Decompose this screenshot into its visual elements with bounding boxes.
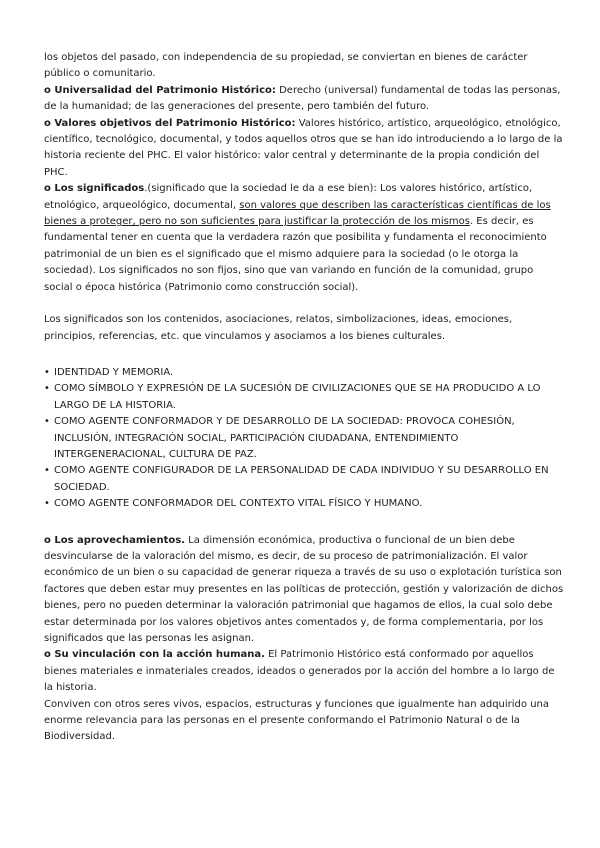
bullet-list [44, 365, 564, 513]
significados-definition: Los significados son los contenidos, asociaciones, relatos, simbolizaciones, ideas, emociones, principios, referencias, etc. que vinculamos y asociamos a los bienes culturales. [44, 314, 513, 342]
significados-underlined: son valores que describen las características científicas de los bienes a proteger, pero no son suficientes para justificar la protección de los mismos [44, 199, 551, 228]
valores-text: Valores histórico, artístico, arqueológico, etnológico, científico, tecnológico, documental, y todos aquellos otros que se han ido introduciendo a lo largo de la historia reciente del PHC. El valor histórico: valor central y determinante de la propia condición del PHC. [44, 117, 563, 178]
significados-text-1: .(significado que la sociedad le da a ese bien): Los valores histórico, artístico, etnológico, arqueológico, documental, [44, 183, 533, 211]
list-item [44, 365, 564, 381]
spacer [44, 345, 564, 365]
list-item [44, 496, 564, 512]
list-item-text: • COMO SÍMBOLO Y EXPRESIÓN DE LA SUCESIÓN DE CIVILIZACIONES QUE SE HA PRODUCIDO A LO LARGO DE LA HISTORIA. [54, 383, 541, 411]
convive-paragraph: Conviven con otros seres vivos, espacios, estructuras y funciones que igualmente han adquirido una enorme relevancia para las personas en el presente conformando el Patrimonio Natural o de la Biodiversidad. [44, 698, 549, 743]
vinculacion-heading: o Su vinculación con la acción humana. [44, 649, 265, 661]
valores-paragraph [44, 116, 564, 182]
text-column [44, 50, 564, 746]
significados-text-2: . Es decir, es fundamental tener en cuenta que la verdadera razón que posibilita y fundamenta el reconocimiento patrimonial de un bien es el significado que el mismo adquiere para la sociedad (o le otorga la sociedad). Los significados no son fijos, sino que van variando en función de la comunidad, grupo social o época histórica (Patrimonio como construcción social). [44, 216, 547, 293]
significados-paragraph [44, 181, 564, 296]
aprovechamientos-text: La dimensión económica, productiva o funcional de un bien debe desvincularse de la valoración del mismo, es decir, de su proceso de patrimonialización. El valor económico de un bien o su capacidad de generar riqueza a través de su uso o explotación turística son factores que deben estar muy presentes en las políticas de protección, gestión y valorización de dichos bienes, pero no pueden determinar la valoración patrimonial que hagamos de ellos, la cual solo debe estar determinada por los valores objetivos antes comentados y, de forma complementaria, por los significados que las personas les asignan. [44, 534, 564, 644]
vinculacion-text: El Patrimonio Histórico está conformado por aquellos bienes materiales e inmateriales creados, ideados o generados por la acción del hombre a lo largo de la historia. [44, 649, 555, 694]
significados-heading: o Los significados [44, 183, 145, 195]
universalidad-text: Derecho (universal) fundamental de todas las personas, de la humanidad; de las generaciones del presente, pero también del futuro. [44, 84, 561, 113]
list-item-text: • COMO AGENTE CONFORMADOR DEL CONTEXTO VITAL FÍSICO Y HUMANO. [54, 498, 423, 510]
universalidad-heading: o Universalidad del Patrimonio Histórico: [44, 84, 276, 96]
intro-paragraph: los objetos del pasado, con independencia de su propiedad, se conviertan en bienes de carácter público o comunitario. [44, 52, 528, 80]
spacer [44, 296, 564, 312]
universalidad-paragraph [44, 83, 564, 116]
list-item-text: • IDENTIDAD Y MEMORIA. [54, 366, 174, 378]
list-item-text: • COMO AGENTE CONFORMADOR Y DE DESARROLLO DE LA SOCIEDAD: PROVOCA COHESIÓN, INCLUSIÓN, INTEGRACIÓN SOCIAL, PARTICIPACIÓN CIUDADANA, ENTENDIMIENTO INTERGENERACIONAL, CULTURA DE PAZ. [54, 416, 515, 460]
spacer [44, 513, 564, 533]
list-item [44, 463, 564, 496]
vinculacion-paragraph [44, 647, 564, 696]
list-item [44, 414, 564, 463]
list-item [44, 381, 564, 414]
list-item-text: • COMO AGENTE CONFIGURADOR DE LA PERSONALIDAD DE CADA INDIVIDUO Y SU DESARROLLO EN SOCIEDAD. [54, 465, 549, 493]
valores-heading: o Valores objetivos del Patrimonio Histórico: [44, 117, 296, 129]
aprovechamientos-heading: o Los aprovechamientos. [44, 534, 185, 546]
aprovechamientos-paragraph [44, 533, 564, 648]
